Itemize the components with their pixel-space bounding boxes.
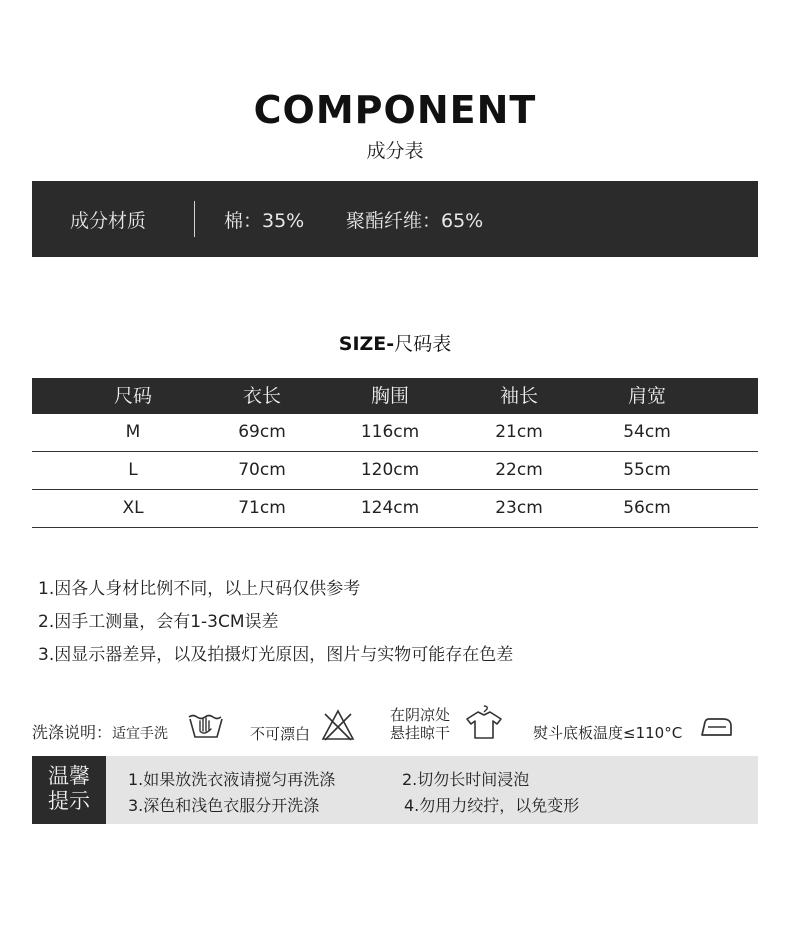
cell-length: 69cm <box>238 422 286 442</box>
size-table <box>32 378 758 528</box>
note-item: 1.因各人身材比例不同，以上尺码仅供参考 <box>38 579 361 599</box>
note-item: 2.因手工测量，会有1-3CM误差 <box>38 612 279 632</box>
tip-item: 4.勿用力绞拧，以免变形 <box>404 796 580 815</box>
tip-item: 1.如果放洗衣液请搅匀再洗涤 <box>128 770 336 789</box>
header-chest: 胸围 <box>370 385 409 407</box>
component-title: COMPONENT <box>253 88 537 132</box>
cell-chest: 116cm <box>360 422 420 442</box>
size-table-header <box>32 378 758 414</box>
hang-dry-icon <box>465 704 503 744</box>
no-bleach-icon <box>320 708 356 746</box>
size-title-bold: SIZE- <box>338 333 395 355</box>
tips-box <box>32 756 758 824</box>
cell-shoulder: 54cm <box>623 422 671 442</box>
shade-dry-text-1: 在阴凉处 <box>390 706 451 724</box>
component-subtitle: 成分表 <box>366 140 424 162</box>
no-bleach-text: 不可漂白 <box>250 725 311 743</box>
cell-shoulder: 56cm <box>623 498 671 518</box>
care-label-text: 洗涤说明： <box>32 723 113 742</box>
composition-cotton: 棉：35% <box>224 210 305 232</box>
cell-size: L <box>128 460 138 480</box>
shade-dry-text-2: 悬挂晾干 <box>390 724 451 742</box>
cell-size: M <box>125 422 141 442</box>
composition-bar <box>32 181 758 257</box>
table-row <box>32 490 758 528</box>
hand-wash-icon <box>186 707 226 745</box>
table-row <box>32 452 758 490</box>
cell-size: XL <box>122 498 144 518</box>
hand-wash-text: 适宜手洗 <box>112 726 169 742</box>
tip-item: 3.深色和浅色衣服分开洗涤 <box>128 796 320 815</box>
cell-chest: 120cm <box>360 460 420 480</box>
header-size: 尺码 <box>113 385 152 407</box>
composition-label: 成分材质 <box>70 210 147 232</box>
header-length: 衣长 <box>242 385 281 407</box>
cell-sleeve: 23cm <box>495 498 543 518</box>
size-notes <box>38 576 513 675</box>
cell-shoulder: 55cm <box>623 460 671 480</box>
composition-divider <box>194 201 195 237</box>
cell-sleeve: 21cm <box>495 422 543 442</box>
table-row <box>32 414 758 452</box>
cell-sleeve: 22cm <box>495 460 543 480</box>
cell-chest: 124cm <box>360 498 420 518</box>
composition-polyester: 聚酯纤维：65% <box>346 210 484 232</box>
cell-length: 70cm <box>238 460 286 480</box>
tips-heading-line2: 提示 <box>48 789 90 813</box>
size-title-rest: 尺码表 <box>394 333 452 355</box>
tips-heading <box>32 756 106 824</box>
header-shoulder: 肩宽 <box>627 385 666 407</box>
care-label <box>32 720 168 743</box>
cell-length: 71cm <box>238 498 286 518</box>
note-item: 3.因显示器差异，以及拍摄灯光原因，图片与实物可能存在色差 <box>38 645 514 665</box>
tip-item: 2.切勿长时间浸泡 <box>402 770 530 789</box>
iron-icon <box>700 716 734 742</box>
header-sleeve: 袖长 <box>499 385 538 407</box>
tips-heading-line1: 温馨 <box>48 764 90 788</box>
size-title <box>0 329 790 356</box>
iron-temp-text: 熨斗底板温度≤110°C <box>533 724 683 742</box>
